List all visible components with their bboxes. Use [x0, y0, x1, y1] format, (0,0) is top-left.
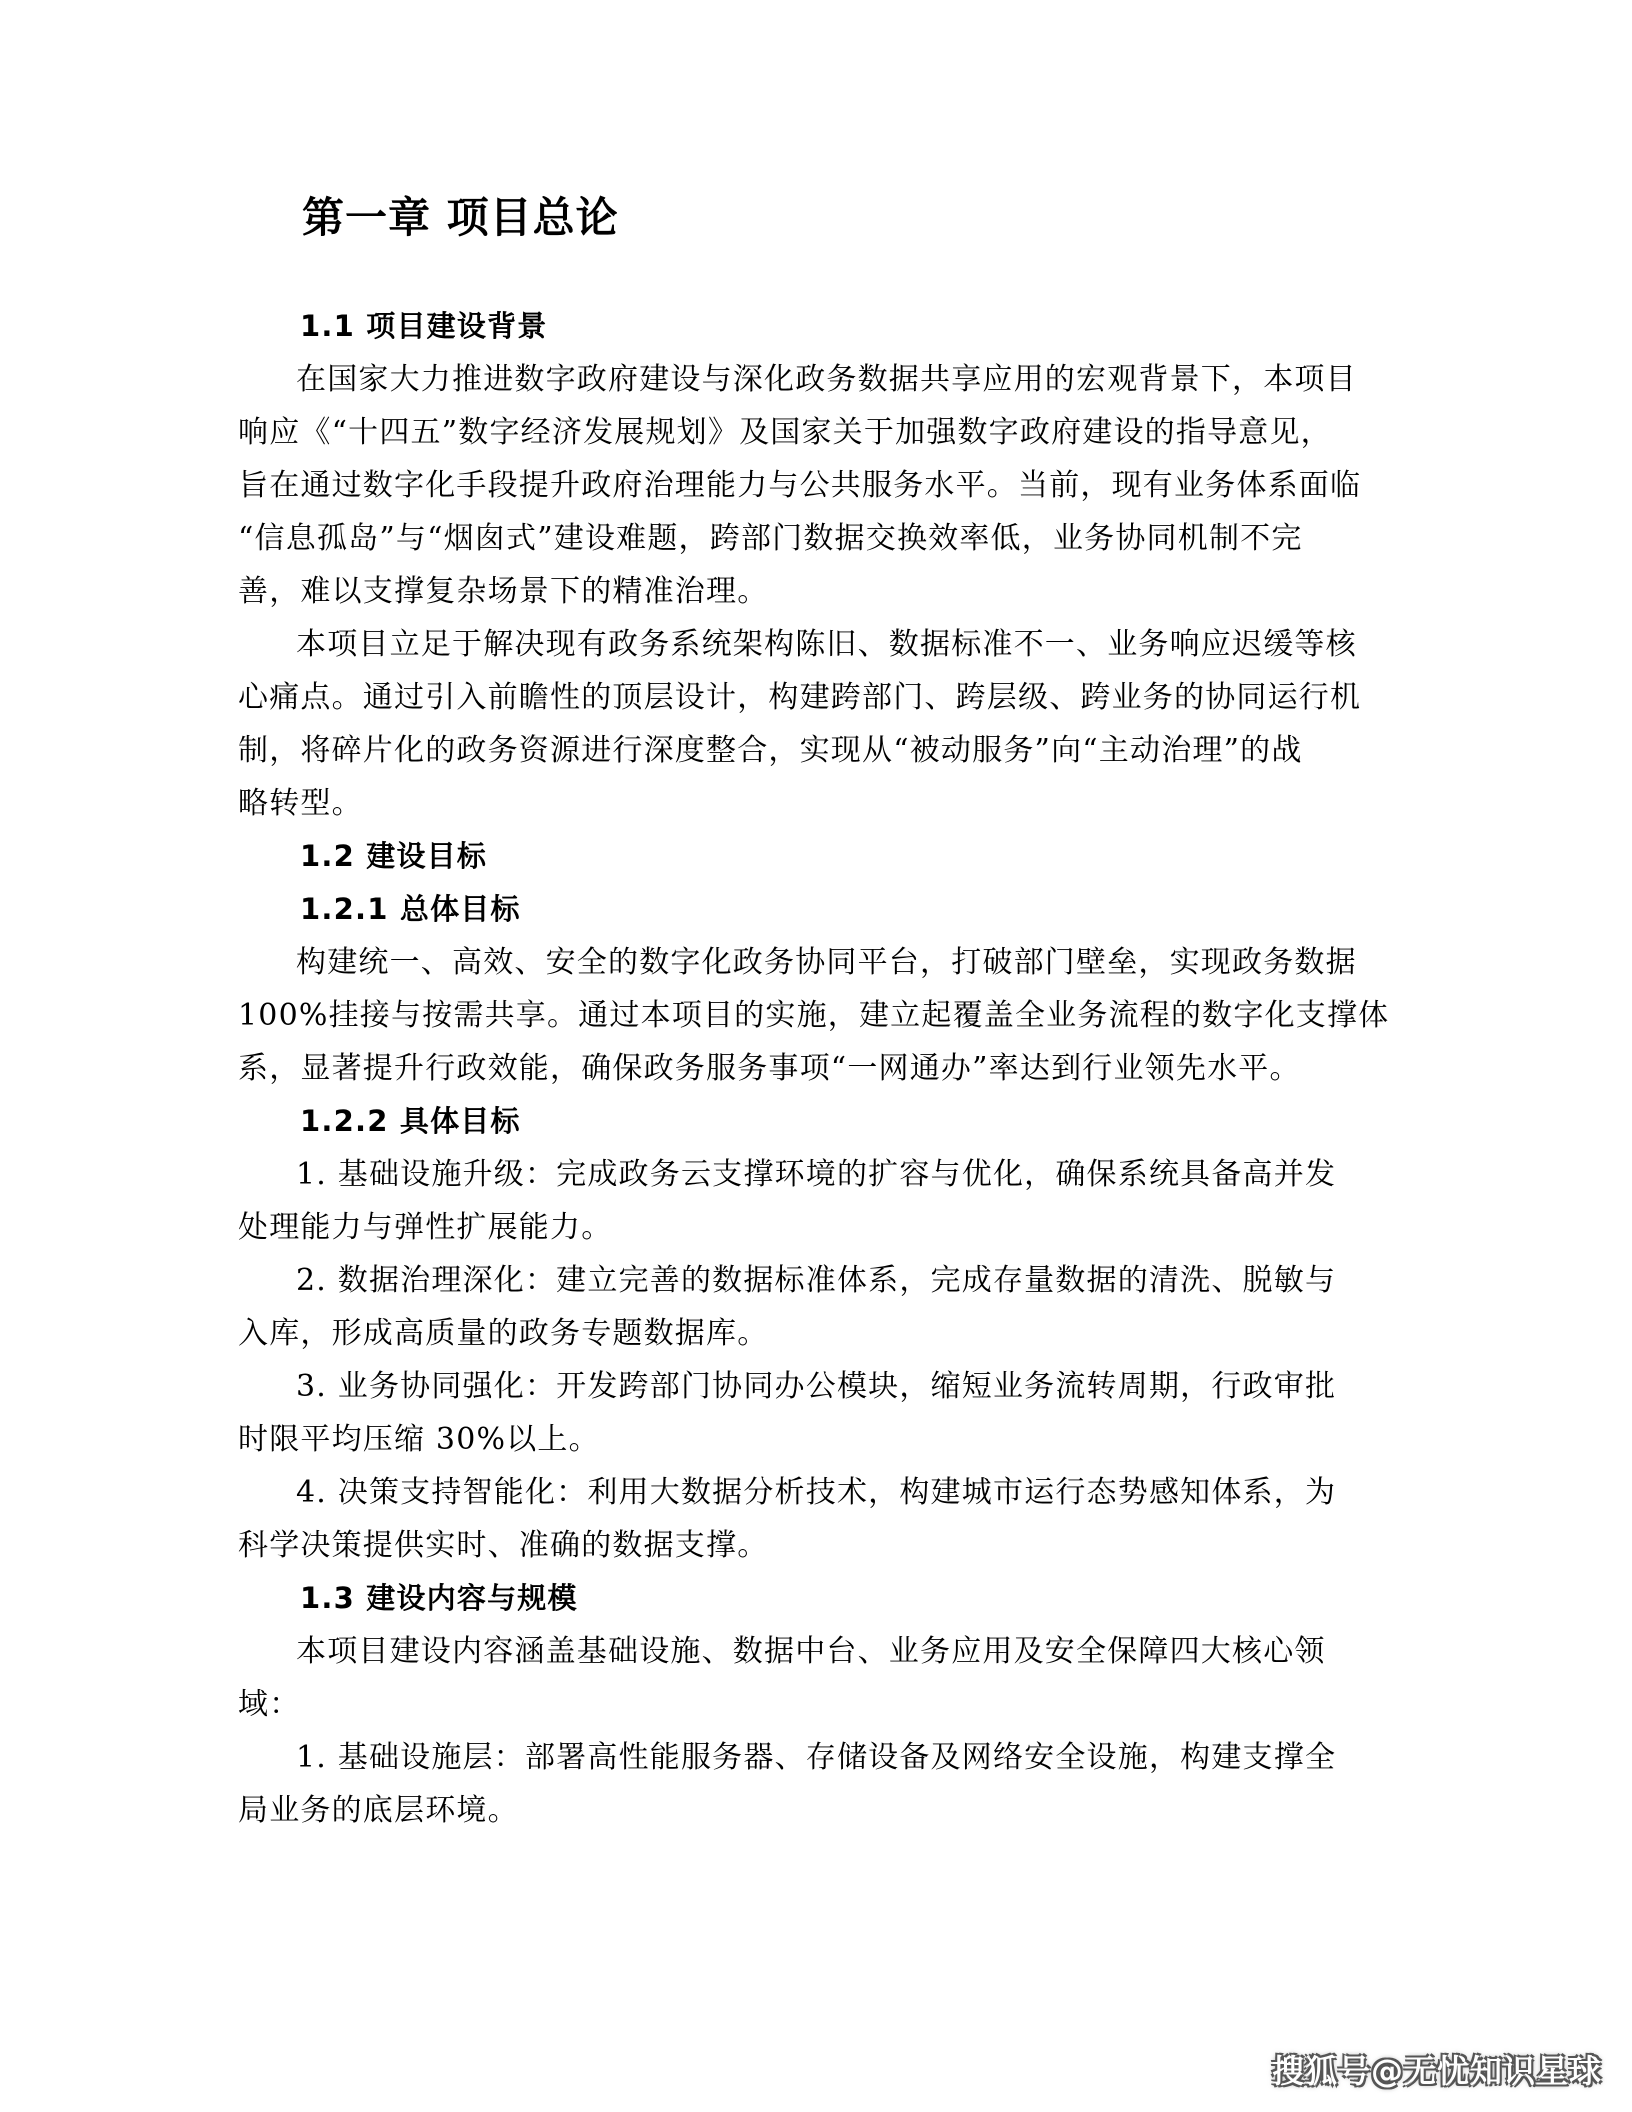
text-line: 制，将碎片化的政务资源进行深度整合，实现从“被动服务”向“主动治理”的战	[238, 733, 1303, 768]
text-line: 响应《“十四五”数字经济发展规划》及国家关于加强数字政府建设的指导意见，	[238, 415, 1332, 450]
text-line: 时限平均压缩 30%以上。	[238, 1422, 600, 1457]
text-line: 1. 基础设施升级：完成政务云支撑环境的扩容与优化，确保系统具备高并发	[296, 1157, 1337, 1192]
text-line: 4. 决策支持智能化：利用大数据分析技术，构建城市运行态势感知体系，为	[296, 1475, 1337, 1510]
text-line: 3. 业务协同强化：开发跨部门协同办公模块，缩短业务流转周期，行政审批	[296, 1369, 1337, 1404]
text-line: “信息孤岛”与“烟囱式”建设难题，跨部门数据交换效率低，业务协同机制不完	[238, 521, 1303, 556]
text-line: 处理能力与弹性扩展能力。	[238, 1210, 613, 1245]
text-line: 入库，形成高质量的政务专题数据库。	[238, 1316, 769, 1351]
section-heading: 1.2 建设目标	[300, 839, 488, 873]
section-heading: 1.1 项目建设背景	[300, 309, 548, 343]
text-line: 局业务的底层环境。	[238, 1793, 519, 1828]
text-line: 构建统一、高效、安全的数字化政务协同平台，打破部门壁垒，实现政务数据	[296, 945, 1357, 980]
text-line: 本项目立足于解决现有政务系统架构陈旧、数据标准不一、业务响应迟缓等核	[296, 627, 1357, 662]
text-line: 略转型。	[238, 786, 363, 821]
text-line: 1. 基础设施层：部署高性能服务器、存储设备及网络安全设施，构建支撑全	[296, 1740, 1337, 1775]
text-line: 系，显著提升行政效能，确保政务服务事项“一网通办”率达到行业领先水平。	[238, 1051, 1301, 1086]
text-line: 旨在通过数字化手段提升政府治理能力与公共服务水平。当前，现有业务体系面临	[238, 468, 1362, 503]
chapter-title: 第一章 项目总论	[302, 193, 619, 242]
section-heading: 1.2.1 总体目标	[300, 892, 521, 926]
text-line: 心痛点。通过引入前瞻性的顶层设计，构建跨部门、跨层级、跨业务的协同运行机	[238, 680, 1362, 715]
text-line: 域：	[238, 1687, 301, 1722]
text-line: 100%挂接与按需共享。通过本项目的实施，建立起覆盖全业务流程的数字化支撑体	[238, 998, 1390, 1033]
text-line: 在国家大力推进数字政府建设与深化政务数据共享应用的宏观背景下，本项目	[296, 362, 1357, 397]
text-line: 本项目建设内容涵盖基础设施、数据中台、业务应用及安全保障四大核心领	[296, 1634, 1326, 1669]
document-body	[238, 300, 1390, 1837]
section-heading: 1.3 建设内容与规模	[300, 1581, 578, 1615]
text-line: 科学决策提供实时、准确的数据支撑。	[238, 1528, 769, 1563]
section-heading: 1.2.2 具体目标	[300, 1104, 521, 1138]
watermark: 搜狐号@无忧知识星球	[1271, 2052, 1602, 2090]
text-line: 2. 数据治理深化：建立完善的数据标准体系，完成存量数据的清洗、脱敏与	[296, 1263, 1337, 1298]
text-line: 善，难以支撑复杂场景下的精准治理。	[238, 574, 769, 609]
